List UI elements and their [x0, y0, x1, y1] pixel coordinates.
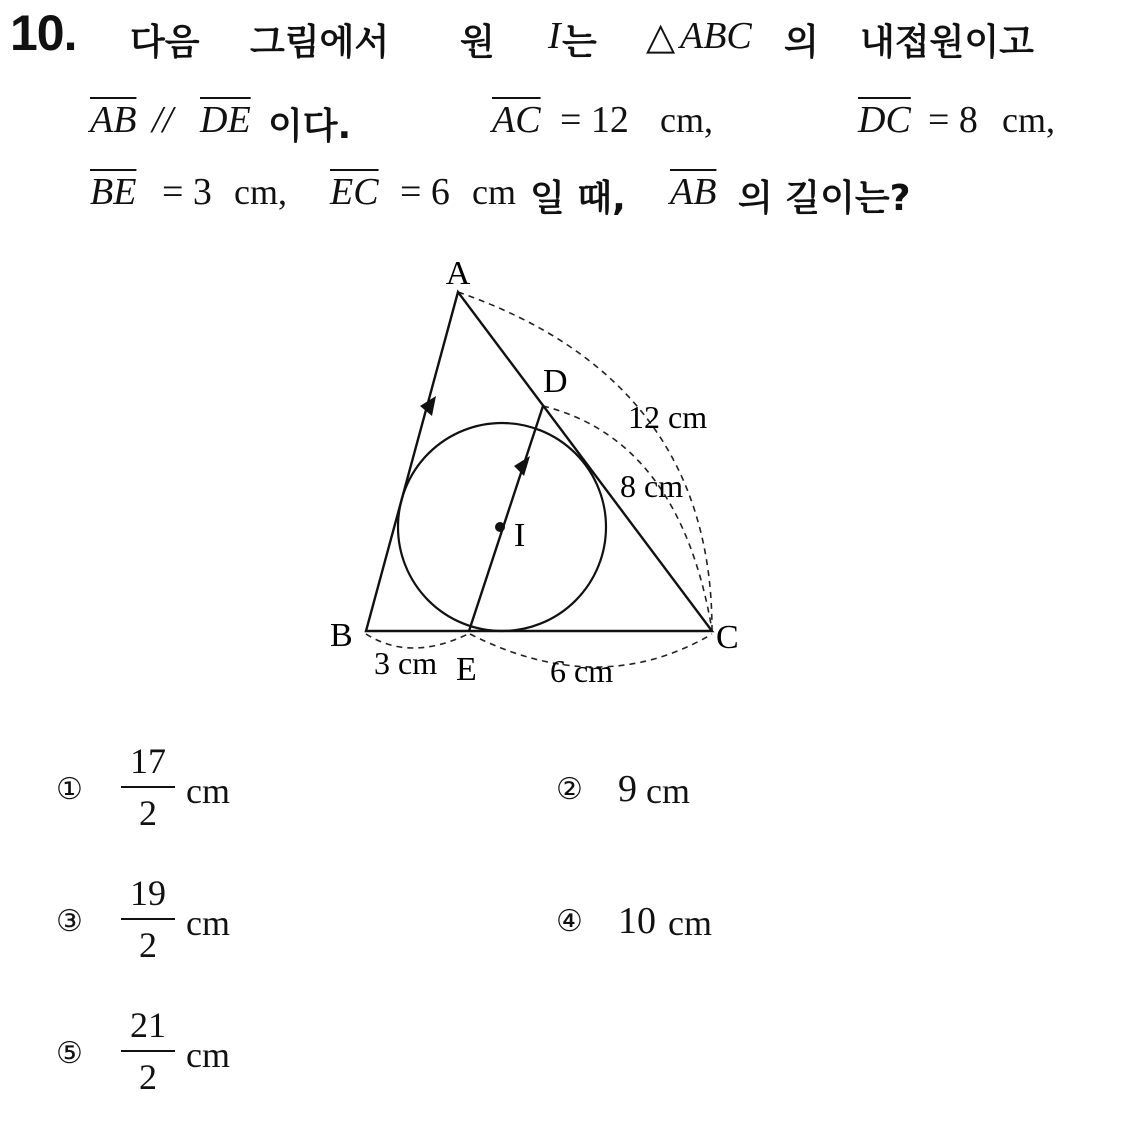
choice-1-mark: ① — [56, 772, 83, 807]
q-eq-be: = 3 — [162, 171, 212, 213]
q-seg-ab-2: $\overline{AB}$ — [670, 171, 717, 213]
q-word-neun: 는 — [562, 22, 597, 63]
q-word-ilttae: 일 때, — [530, 178, 626, 219]
choice-4-unit: cm — [668, 903, 712, 943]
q-word-geurimeseo: 그림에서 — [250, 22, 390, 63]
choice-3-mark: ③ — [56, 904, 83, 939]
parallel-arrow-de — [514, 456, 530, 476]
q-word-daum: 다음 — [130, 22, 200, 63]
choice-3-fraction-bar — [121, 918, 175, 920]
measure-be: 3 cm — [374, 645, 438, 681]
choice-3-denominator: 2 — [139, 925, 157, 965]
choice-5-fraction-bar — [121, 1050, 175, 1052]
choice-3-unit: cm — [186, 903, 230, 943]
choice-1-fraction-bar — [121, 786, 175, 788]
label-e: E — [456, 651, 477, 688]
label-i: I — [514, 517, 526, 554]
segment-de — [469, 406, 543, 631]
label-d: D — [543, 363, 568, 400]
question-number: 10. — [10, 5, 77, 61]
q-word-won: 원 — [460, 22, 495, 63]
q-unit-ac: cm, — [660, 100, 713, 140]
choice-5-denominator: 2 — [139, 1057, 157, 1097]
label-c: C — [716, 619, 739, 656]
choice-5-unit: cm — [186, 1035, 230, 1075]
q-unit-be: cm, — [234, 172, 287, 212]
choice-2-mark: ② — [556, 772, 583, 807]
incenter-dot — [495, 522, 505, 532]
q-word-naejeopwonigo: 내접원이고 — [860, 22, 1034, 63]
q-seg-ac: $\overline{AC}$ — [492, 99, 541, 141]
choice-1-unit: cm — [186, 771, 230, 811]
q-word-ui: 의 — [784, 22, 819, 63]
q-seg-ab: $\overline{AB}$ — [90, 99, 137, 141]
triangle-abc — [366, 292, 712, 631]
measure-ec: 6 cm — [550, 653, 614, 689]
q-eq-ec: = 6 — [400, 171, 450, 213]
choice-3-numerator: 19 — [130, 873, 166, 913]
measure-dc: 8 cm — [620, 468, 684, 504]
choice-4-value: 10 — [618, 900, 656, 942]
label-b: B — [330, 617, 353, 654]
label-a: A — [445, 255, 471, 292]
q-word-ida: 이다. — [268, 106, 352, 147]
q-unit-dc: cm, — [1002, 100, 1055, 140]
choice-2-unit: cm — [646, 771, 690, 811]
q-seg-be: $\overline{BE}$ — [90, 171, 137, 213]
q-unit-ec: cm — [472, 172, 516, 212]
choice-1-numerator: 17 — [130, 741, 166, 781]
triangle-symbol: △ — [646, 16, 676, 58]
q-seg-de: $\overline{DE}$ — [200, 99, 251, 141]
q-eq-dc: = 8 — [928, 99, 978, 141]
choice-1-denominator: 2 — [139, 793, 157, 833]
choice-5-numerator: 21 — [130, 1005, 166, 1045]
choice-2-value: 9 — [618, 768, 637, 810]
choice-5-mark: ⑤ — [56, 1036, 83, 1071]
q-parallel: // — [152, 99, 174, 141]
q-seg-dc: $\overline{DC}$ — [858, 99, 911, 141]
q-eq-ac: = 12 — [560, 99, 629, 141]
q-circle-i: I — [548, 15, 561, 57]
q-seg-ec: $\overline{EC}$ — [330, 171, 379, 213]
q-word-giri: 의 길이는? — [738, 178, 911, 219]
choice-4-mark: ④ — [556, 904, 583, 939]
measure-ac: 12 cm — [628, 399, 708, 435]
q-triangle-abc: ABC — [680, 15, 752, 57]
